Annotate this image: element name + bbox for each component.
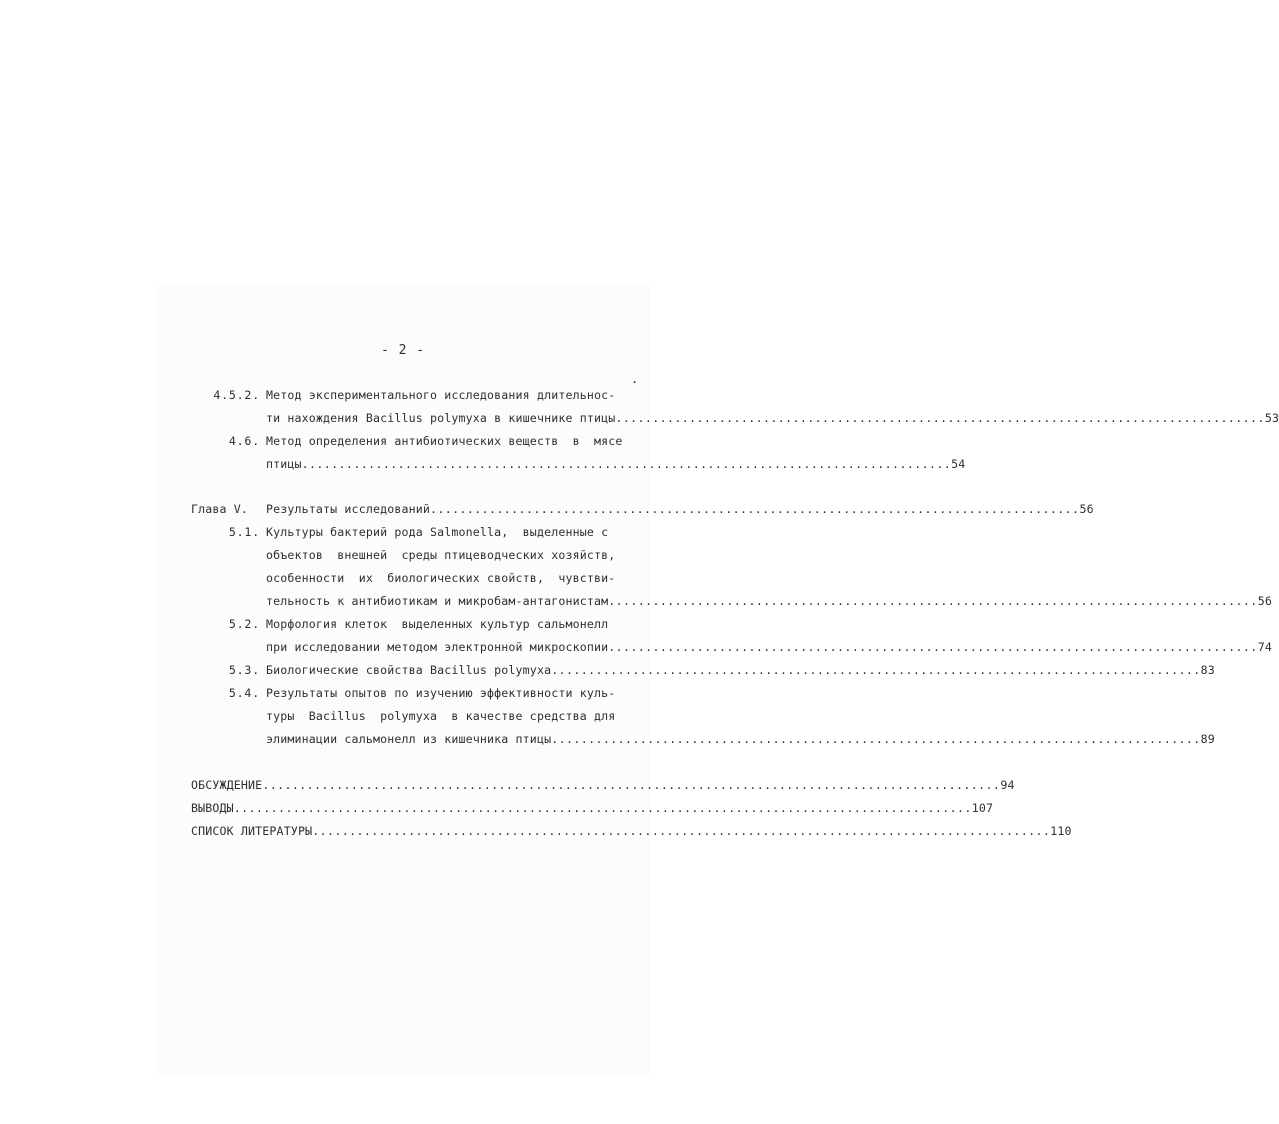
- toc-chapter-label: Глава V.: [191, 502, 249, 516]
- toc-entry-5-1-line-3: особенности их биологических свойств, чувстви-: [266, 571, 616, 585]
- toc-page-number: 107: [971, 801, 994, 815]
- toc-section-number-5-2: 5.2.: [228, 617, 260, 631]
- toc-entry-text: птицы: [266, 457, 302, 471]
- toc-entry-text: СПИСОК ЛИТЕРАТУРЫ: [191, 824, 313, 838]
- page-number: - 2 -: [381, 343, 426, 358]
- toc-section-number-5-1: 5.1.: [228, 525, 260, 539]
- toc-page-number: 56: [1079, 502, 1094, 516]
- leader-dots: ....................................................................................................: [262, 778, 1001, 792]
- toc-entry-5-4-line-2: туры Bacillus polymyxa в качестве средства для: [266, 709, 616, 723]
- toc-entry-text: ВЫВОДЫ: [191, 801, 234, 815]
- toc-page-number: 54: [951, 457, 966, 471]
- toc-entry-text: ОБСУЖДЕНИЕ: [191, 778, 263, 792]
- toc-entry-4-6-line-2: [266, 454, 966, 474]
- toc-entry-4-5-2-line-2: [266, 408, 1279, 428]
- toc-entry-5-2-line-1: Морфология клеток выделенных культур сальмонелл: [266, 617, 609, 631]
- toc-entry-5-2-line-2: [266, 637, 1272, 657]
- toc-entry-discussion: [191, 775, 1015, 795]
- toc-page-number: 94: [1000, 778, 1015, 792]
- toc-section-number-4-5-2: 4.5.2.: [213, 388, 260, 402]
- toc-page-number: 74: [1257, 640, 1272, 654]
- toc-page-number: 53: [1264, 411, 1279, 425]
- toc-entry-conclusions: [191, 798, 994, 818]
- toc-entry-text: элиминации сальмонелл из кишечника птицы: [266, 732, 552, 746]
- stray-mark: .: [631, 372, 639, 386]
- toc-entry-5-1-line-2: объектов внешней среды птицеводческих хозяйств,: [266, 548, 616, 562]
- toc-entry-4-5-2-line-1: Метод экспериментального исследования длительнос-: [266, 388, 616, 402]
- leader-dots: ........................................................................................: [430, 502, 1080, 516]
- toc-section-number-5-3: 5.3.: [228, 663, 260, 677]
- toc-chapter-5-entry: [266, 499, 1094, 519]
- toc-entry-5-1-line-4: [266, 591, 1272, 611]
- toc-entry-text: Биологические свойства Bacillus polymyxa: [266, 663, 552, 677]
- toc-entry-text: при исследовании методом электронной микроскопии: [266, 640, 609, 654]
- toc-page-number: 83: [1200, 663, 1215, 677]
- leader-dots: ........................................................................................: [301, 457, 952, 471]
- toc-page-number: 89: [1200, 732, 1215, 746]
- toc-entry-text: Результаты исследований: [266, 502, 430, 516]
- toc-entry-text: тельность к антибиотикам и микробам-антагонистам: [266, 594, 609, 608]
- toc-entry-5-3-line-1: [266, 660, 1215, 680]
- leader-dots: ........................................................................................: [551, 663, 1201, 677]
- toc-section-number-4-6: 4.6.: [228, 434, 260, 448]
- toc-page-number: 56: [1257, 594, 1272, 608]
- toc-entry-5-1-line-1: Культуры бактерий рода Salmonella, выделенные с: [266, 525, 609, 539]
- leader-dots: ....................................................................................................: [312, 824, 1051, 838]
- toc-entry-5-4-line-3: [266, 729, 1215, 749]
- toc-entry-text: ти нахождения Bacillus polymyxa в кишечнике птицы: [266, 411, 616, 425]
- toc-page-number: 110: [1050, 824, 1072, 838]
- toc-entry-5-4-line-1: Результаты опытов по изучению эффективности куль-: [266, 686, 616, 700]
- leader-dots: ........................................................................................: [608, 640, 1258, 654]
- toc-entry-4-6-line-1: Метод определения антибиотических веществ в мясе: [266, 434, 623, 448]
- toc-section-number-5-4: 5.4.: [228, 686, 260, 700]
- leader-dots: ........................................................................................: [551, 732, 1201, 746]
- leader-dots: ........................................................................................: [608, 594, 1258, 608]
- toc-entry-references: [191, 821, 1072, 841]
- leader-dots: ........................................................................................: [615, 411, 1265, 425]
- leader-dots: ....................................................................................................: [233, 801, 972, 815]
